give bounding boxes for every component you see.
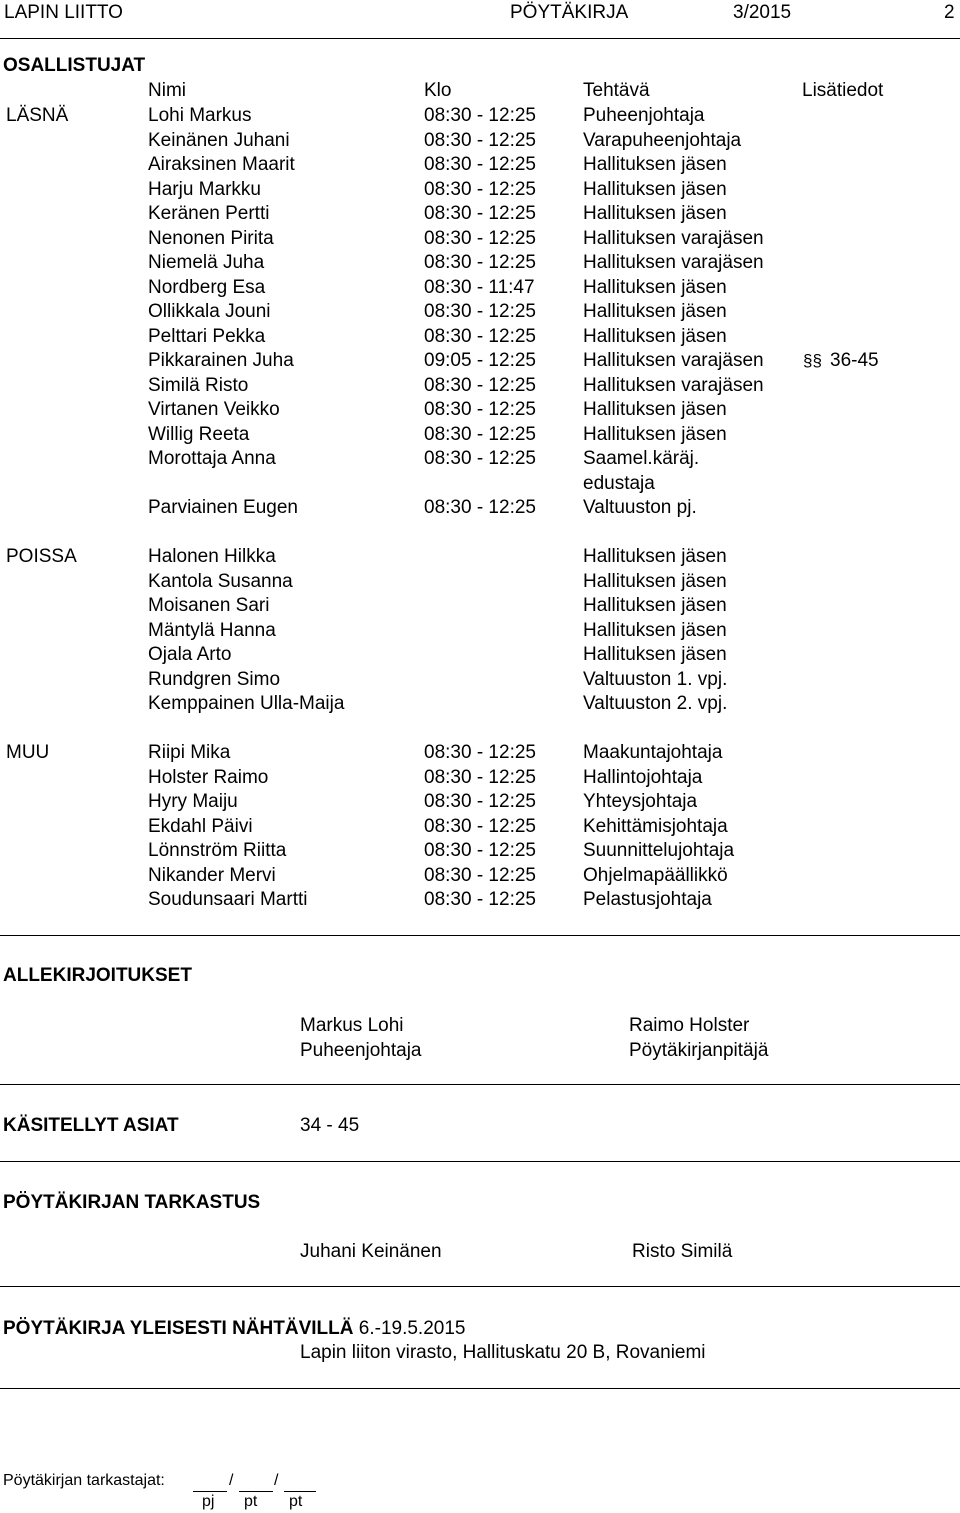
signature-right-title: Pöytäkirjanpitäjä bbox=[629, 1040, 769, 1061]
participant-name: Soudunsaari Martti bbox=[148, 889, 308, 910]
participant-time: 08:30 - 12:25 bbox=[424, 399, 536, 420]
present-row bbox=[0, 277, 960, 301]
other-row bbox=[0, 767, 960, 791]
participant-time: 08:30 - 12:25 bbox=[424, 129, 536, 151]
review-heading: PÖYTÄKIRJAN TARKASTUS bbox=[3, 1192, 261, 1213]
participant-role: Hallituksen jäsen bbox=[583, 595, 727, 616]
participant-name: Ojala Arto bbox=[148, 644, 232, 665]
present-row bbox=[0, 350, 960, 374]
public-location: Lapin liiton virasto, Hallituskatu 20 B, Rovaniemi bbox=[300, 1342, 706, 1363]
header-doc-type: PÖYTÄKIRJA bbox=[510, 2, 629, 23]
participant-name: Nordberg Esa bbox=[148, 276, 266, 298]
participants-column-headers bbox=[0, 80, 960, 104]
participant-name: Morottaja Anna bbox=[148, 448, 276, 469]
participant-name: Lönnström Riitta bbox=[148, 840, 287, 861]
public-dates: 6.-19.5.2015 bbox=[358, 1318, 466, 1339]
present-row bbox=[0, 228, 960, 252]
header-divider bbox=[0, 38, 960, 39]
reviewer-left: Juhani Keinänen bbox=[300, 1241, 442, 1262]
absent-row bbox=[0, 669, 960, 693]
participant-name: Ollikkala Jouni bbox=[148, 301, 271, 322]
participant-name: Similä Risto bbox=[148, 374, 249, 396]
present-row bbox=[0, 399, 960, 423]
present-row bbox=[0, 326, 960, 350]
header-page-number: 2 bbox=[944, 2, 955, 23]
participant-name: Holster Raimo bbox=[148, 766, 269, 788]
present-row bbox=[0, 424, 960, 448]
absent-section-label: POISSA bbox=[6, 546, 77, 567]
participant-role: Hallituksen jäsen bbox=[583, 276, 727, 298]
participant-name: Rundgren Simo bbox=[148, 668, 281, 690]
participant-role: Hallituksen varajäsen bbox=[583, 350, 764, 371]
absent-row bbox=[0, 595, 960, 619]
present-row bbox=[0, 497, 960, 521]
participant-time: 08:30 - 12:25 bbox=[424, 423, 536, 445]
participant-name: Moisanen Sari bbox=[148, 595, 270, 616]
public-heading: PÖYTÄKIRJA YLEISESTI NÄHTÄVILLÄ bbox=[3, 1318, 354, 1339]
participant-time: 08:30 - 12:25 bbox=[424, 178, 536, 200]
signature-left-name: Markus Lohi bbox=[300, 1015, 404, 1036]
participant-time: 08:30 - 12:25 bbox=[424, 815, 536, 837]
footer-label: Pöytäkirjan tarkastajat: bbox=[3, 1472, 165, 1489]
participant-time: 08:30 - 12:25 bbox=[424, 742, 536, 763]
participant-time: 08:30 - 12:25 bbox=[424, 301, 536, 322]
participant-name: Pikkarainen Juha bbox=[148, 350, 294, 371]
participant-time: 08:30 - 12:25 bbox=[424, 864, 536, 886]
present-row bbox=[0, 130, 960, 154]
participant-time: 08:30 - 12:25 bbox=[424, 889, 536, 910]
present-row bbox=[0, 252, 960, 276]
section-sign-icon: §§ bbox=[803, 351, 822, 370]
signature-right-name: Raimo Holster bbox=[629, 1015, 750, 1036]
footer-initials-pj: pj bbox=[202, 1493, 215, 1510]
participant-role: Hallituksen varajäsen bbox=[583, 227, 764, 249]
participant-name: Niemelä Juha bbox=[148, 252, 265, 273]
participant-name: Hyry Maiju bbox=[148, 791, 238, 812]
participant-role: Hallituksen jäsen bbox=[583, 178, 727, 200]
participant-role-continuation: edustaja bbox=[583, 472, 655, 494]
participant-time: 08:30 - 12:25 bbox=[424, 105, 536, 126]
participant-role: Suunnittelujohtaja bbox=[583, 840, 735, 861]
header-number: 3/2015 bbox=[733, 2, 792, 23]
column-header-name: Nimi bbox=[148, 80, 186, 101]
absent-row bbox=[0, 644, 960, 668]
review-divider bbox=[0, 1286, 960, 1287]
footer-slash-1: / bbox=[229, 1472, 234, 1489]
participant-role: Saamel.käräj. bbox=[583, 448, 700, 469]
items-divider bbox=[0, 1161, 960, 1162]
participant-role: Varapuheenjohtaja bbox=[583, 129, 742, 151]
present-row bbox=[0, 448, 960, 472]
items-heading: KÄSITELLYT ASIAT bbox=[3, 1115, 179, 1136]
present-section-label: LÄSNÄ bbox=[6, 105, 69, 126]
participant-role: Hallituksen varajäsen bbox=[583, 252, 764, 273]
participant-name: Riipi Mika bbox=[148, 742, 231, 763]
present-row bbox=[0, 301, 960, 325]
column-header-role: Tehtävä bbox=[583, 80, 650, 101]
footer-initials-pt-2: pt bbox=[289, 1493, 303, 1510]
participant-time: 08:30 - 12:25 bbox=[424, 154, 536, 175]
participant-role: Valtuuston pj. bbox=[583, 497, 697, 518]
participant-name: Keränen Pertti bbox=[148, 203, 270, 224]
other-row bbox=[0, 840, 960, 864]
reviewer-right: Risto Similä bbox=[632, 1241, 733, 1262]
present-row bbox=[0, 105, 960, 129]
present-row bbox=[0, 179, 960, 203]
participant-role: Hallituksen jäsen bbox=[583, 325, 727, 347]
participant-role: Hallintojohtaja bbox=[583, 766, 703, 788]
participant-role: Kehittämisjohtaja bbox=[583, 815, 728, 837]
participant-time: 08:30 - 12:25 bbox=[424, 203, 536, 224]
public-line bbox=[3, 1318, 465, 1340]
participant-time: 08:30 - 12:25 bbox=[424, 227, 536, 249]
participant-role: Hallituksen jäsen bbox=[583, 399, 727, 420]
public-divider bbox=[0, 1388, 960, 1389]
participant-role: Hallituksen jäsen bbox=[583, 154, 727, 175]
other-row bbox=[0, 742, 960, 766]
participant-name: Parviainen Eugen bbox=[148, 497, 298, 518]
participant-role: Valtuuston 2. vpj. bbox=[583, 693, 728, 714]
other-row bbox=[0, 816, 960, 840]
absent-row bbox=[0, 546, 960, 570]
participant-role: Yhteysjohtaja bbox=[583, 791, 698, 812]
header-org: LAPIN LIITTO bbox=[4, 2, 123, 23]
participant-time: 08:30 - 12:25 bbox=[424, 325, 536, 347]
present-row-continuation bbox=[0, 473, 960, 497]
signatures-divider bbox=[0, 1084, 960, 1085]
participant-role: Valtuuston 1. vpj. bbox=[583, 668, 728, 690]
participant-name: Nikander Mervi bbox=[148, 864, 276, 886]
participant-role: Hallituksen jäsen bbox=[583, 301, 727, 322]
other-row bbox=[0, 865, 960, 889]
footer-slash-2: / bbox=[274, 1472, 279, 1489]
participant-name: Willig Reeta bbox=[148, 423, 250, 445]
participant-time: 08:30 - 12:25 bbox=[424, 252, 536, 273]
items-value: 34 - 45 bbox=[300, 1115, 360, 1136]
footer-initials-pt-1: pt bbox=[244, 1493, 258, 1510]
participant-name: Virtanen Veikko bbox=[148, 399, 280, 420]
participant-role: Hallituksen jäsen bbox=[583, 644, 727, 665]
column-header-time: Klo bbox=[424, 80, 452, 101]
participant-name: Ekdahl Päivi bbox=[148, 815, 253, 837]
present-row bbox=[0, 203, 960, 227]
participant-name: Harju Markku bbox=[148, 178, 261, 200]
participant-info: 36-45 bbox=[830, 350, 879, 371]
participant-role: Puheenjohtaja bbox=[583, 105, 705, 126]
participant-name: Lohi Markus bbox=[148, 105, 252, 126]
participant-name: Halonen Hilkka bbox=[148, 546, 276, 567]
participant-time: 09:05 - 12:25 bbox=[424, 350, 536, 371]
other-row bbox=[0, 889, 960, 913]
participant-time: 08:30 - 12:25 bbox=[424, 840, 536, 861]
participant-role: Hallituksen jäsen bbox=[583, 570, 727, 592]
signatures-heading: ALLEKIRJOITUKSET bbox=[3, 965, 192, 986]
participant-time: 08:30 - 12:25 bbox=[424, 448, 536, 469]
other-section-label: MUU bbox=[6, 742, 50, 763]
absent-row bbox=[0, 620, 960, 644]
absent-row bbox=[0, 693, 960, 717]
participant-role: Hallituksen jäsen bbox=[583, 546, 727, 567]
participant-name: Kemppainen Ulla-Maija bbox=[148, 693, 345, 714]
participant-role: Hallituksen varajäsen bbox=[583, 374, 764, 396]
signature-left-title: Puheenjohtaja bbox=[300, 1040, 422, 1061]
column-header-info: Lisätiedot bbox=[802, 80, 884, 101]
participant-role: Maakuntajohtaja bbox=[583, 742, 723, 763]
participant-name: Mäntylä Hanna bbox=[148, 619, 276, 641]
absent-row bbox=[0, 571, 960, 595]
participant-time: 08:30 - 12:25 bbox=[424, 791, 536, 812]
participant-role: Ohjelmapäällikkö bbox=[583, 864, 728, 886]
participant-name: Kantola Susanna bbox=[148, 570, 293, 592]
other-row bbox=[0, 791, 960, 815]
participant-role: Pelastusjohtaja bbox=[583, 889, 712, 910]
participant-name: Nenonen Pirita bbox=[148, 227, 274, 249]
participant-name: Pelttari Pekka bbox=[148, 325, 266, 347]
participant-role: Hallituksen jäsen bbox=[583, 203, 727, 224]
present-row bbox=[0, 154, 960, 178]
participant-name: Airaksinen Maarit bbox=[148, 154, 295, 175]
participant-role: Hallituksen jäsen bbox=[583, 619, 727, 641]
participants-divider bbox=[0, 935, 960, 936]
participant-time: 08:30 - 12:25 bbox=[424, 374, 536, 396]
participant-role: Hallituksen jäsen bbox=[583, 423, 727, 445]
participant-time: 08:30 - 11:47 bbox=[424, 276, 535, 298]
participant-time: 08:30 - 12:25 bbox=[424, 497, 536, 518]
participant-time: 08:30 - 12:25 bbox=[424, 766, 536, 788]
participants-heading: OSALLISTUJAT bbox=[3, 55, 146, 76]
present-row bbox=[0, 375, 960, 399]
participant-name: Keinänen Juhani bbox=[148, 129, 290, 151]
